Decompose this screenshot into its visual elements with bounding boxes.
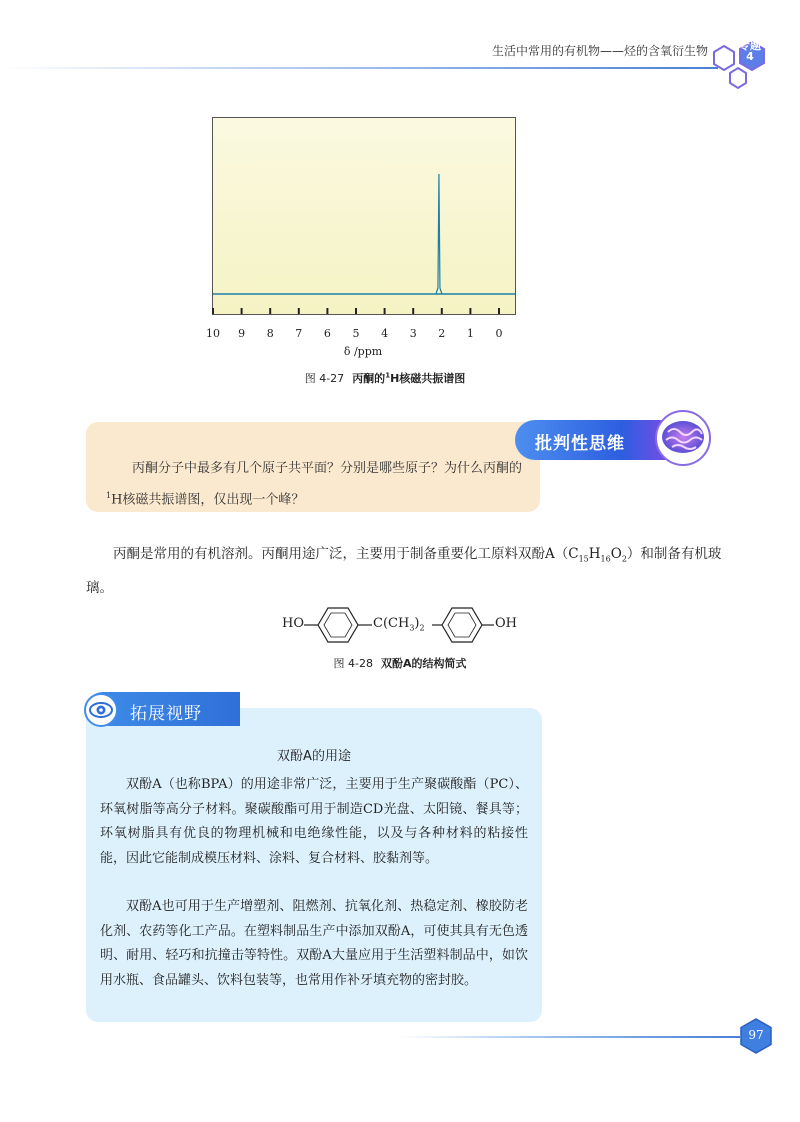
x-tick-label: 2 xyxy=(438,327,446,340)
body-paragraph: 丙酮是常用的有机溶剂。丙酮用途广泛，主要用于制备重要化工原料双酚$A(C_{15}H_{16}O_2)$和制备有机玻璃。 xyxy=(86,546,722,596)
critical-thinking-text: 丙酮分子中最多有几个原子共平面？分别是哪些原子？为什么丙酮的$^1$H核磁共振谱图，仅出现一个峰？ xyxy=(106,461,523,508)
x-axis-label: δ /ppm xyxy=(343,345,383,358)
x-tick-label: 0 xyxy=(495,327,503,340)
footer-rule xyxy=(400,1036,740,1038)
x-tick-label: 5 xyxy=(352,327,360,340)
nmr-spectrum-svg xyxy=(200,110,530,330)
extended-view-title: 双酚A的用途 xyxy=(277,749,351,764)
x-tick-label: 1 xyxy=(466,327,474,340)
extended-view-paragraph-1: 双酚A（也称BPA）的用途非常广泛，主要用于生产聚碳酸酯（PC）、环氧树脂等高分子材料。聚碳酸酯可用于制造CD光盘、太阳镜、餐具等；环氧树脂具有优良的物理机械和电绝缘性能，以及与各种材料的粘接性能，因此它能制成模压材料、涂料、复合材料、胶黏剂等。 xyxy=(100,777,528,866)
brain-icon xyxy=(650,410,716,466)
x-tick-label: 8 xyxy=(266,327,274,340)
x-tick-label: 4 xyxy=(381,327,389,340)
chapter-label: 专题 4 xyxy=(739,39,761,63)
x-tick-label: 9 xyxy=(238,327,246,340)
header-rule xyxy=(0,67,718,69)
x-tick-label: 10 xyxy=(206,327,220,340)
spectrum-peak xyxy=(436,174,442,294)
formula-center-group: $C(CH_3)_2$ xyxy=(373,616,425,633)
figure-428-caption: 图 4-28 双酚A的结构简式 xyxy=(333,657,467,670)
extended-view-paragraph-2: 双酚A也可用于生产增塑剂、阻燃剂、抗氧化剂、热稳定剂、橡胶防老化剂、农药等化工产品。在塑料制品生产中添加双酚A，可使其具有无色透明、耐用、轻巧和抗撞击等特性。双酚A大量应用于生活塑料制品中，如饮用水瓶、食品罐头、饮料包装等，也常用作补牙填充物的密封胶。 xyxy=(100,899,528,988)
extended-view-tab-label: 拓展视野 xyxy=(130,704,202,724)
page-number: 97 xyxy=(748,1028,764,1042)
eye-icon xyxy=(84,693,118,727)
figure-427-caption: 图 4-27 丙酮的$^1$H核磁共振谱图 xyxy=(304,371,466,385)
formula-left-group: HO xyxy=(282,616,304,631)
x-tick-label: 6 xyxy=(323,327,331,340)
header-title: 生活中常用的有机物——烃的含氧衍生物 xyxy=(491,44,708,58)
x-tick-label: 3 xyxy=(409,327,417,340)
formula-right-group: OH xyxy=(495,616,517,631)
x-tick-label: 7 xyxy=(295,327,303,340)
critical-thinking-tag-label: 批判性思维 xyxy=(535,434,625,454)
